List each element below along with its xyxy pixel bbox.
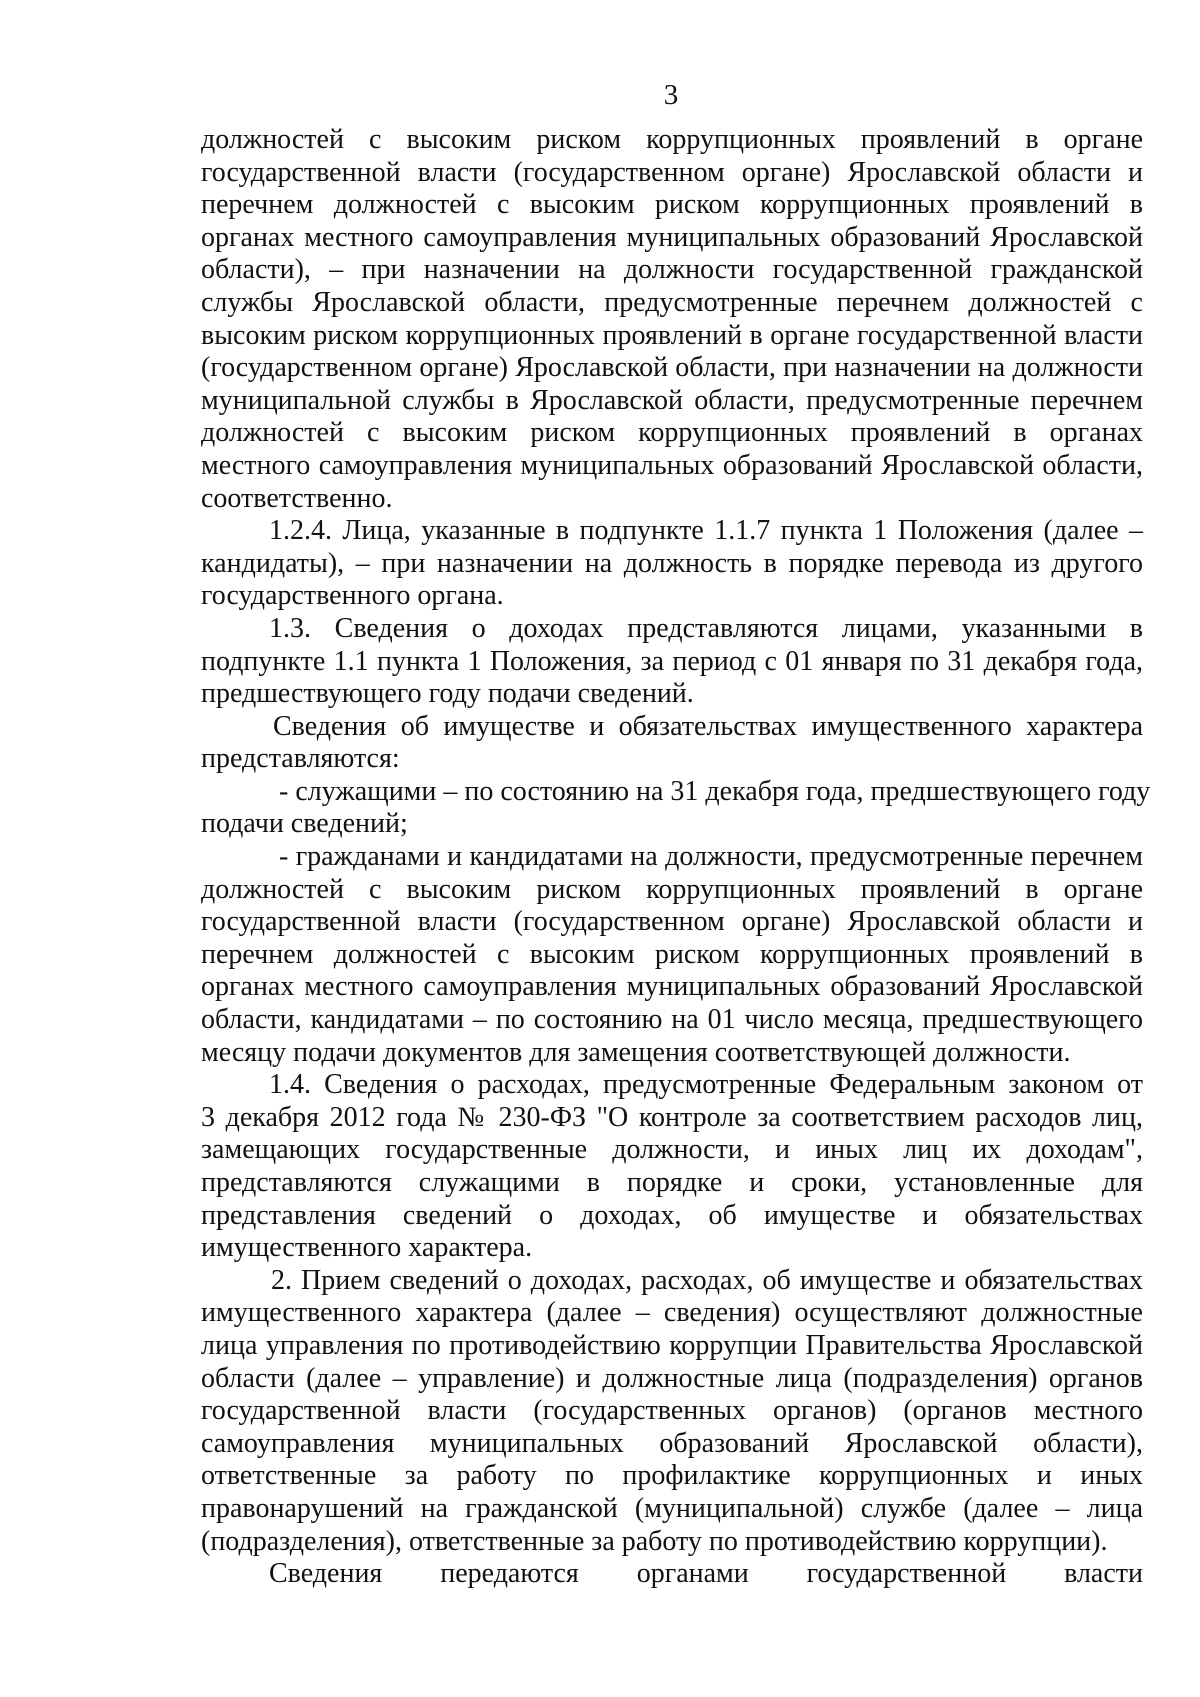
text-line: высоким риском коррупционных проявлений в органе государственной власти bbox=[201, 319, 1143, 351]
text-line: области, кандидатами – по состоянию на 01 число месяца, предшествующего bbox=[201, 1004, 1143, 1036]
text-line: должностей с высоким риском коррупционных проявлений в органе bbox=[201, 873, 1143, 905]
text-line: перечнем должностей с высоким риском коррупционных проявлений в bbox=[201, 189, 1143, 221]
text-line: лица управления по противодействию коррупции Правительства Ярославской bbox=[201, 1329, 1143, 1361]
text-line: представляются: bbox=[201, 743, 400, 775]
text-line: (подразделения), ответственные за работу по противодействию коррупции). bbox=[201, 1525, 1108, 1557]
text-line: службы Ярославской области, предусмотренные перечнем должностей с bbox=[201, 286, 1143, 318]
text-line: местного самоуправления муниципальных образований Ярославской области, bbox=[201, 449, 1143, 481]
text-line: области (далее – управление) и должностные лица (подразделения) органов bbox=[201, 1362, 1143, 1394]
text-line: 1.2.4. Лица, указанные в подпункте 1.1.7 пункта 1 Положения (далее – bbox=[269, 515, 1143, 547]
text-line: предшествующего году подачи сведений. bbox=[201, 678, 694, 710]
text-line: перечнем должностей с высоким риском коррупционных проявлений в bbox=[201, 938, 1143, 970]
text-line: подпункте 1.1 пункта 1 Положения, за период с 01 января по 31 декабря года, bbox=[201, 645, 1143, 677]
text-line: государственной власти (государственных органов) (органов местного bbox=[201, 1395, 1143, 1427]
text-line: области), – при назначении на должности государственной гражданской bbox=[201, 254, 1143, 286]
text-line: государственной власти (государственном органе) Ярославской области и bbox=[201, 906, 1143, 938]
text-line: государственного органа. bbox=[201, 580, 504, 612]
text-line: органах местного самоуправления муниципальных образований Ярославской bbox=[201, 971, 1143, 1003]
text-line: 2. Прием сведений о доходах, расходах, об имуществе и обязательствах bbox=[271, 1264, 1143, 1296]
text-line: должностей с высоким риском коррупционных проявлений в органах bbox=[201, 417, 1143, 449]
text-line: самоуправления муниципальных образований Ярославской области), bbox=[201, 1427, 1143, 1459]
text-line: замещающих государственные должности, и иных лиц их доходам", bbox=[201, 1134, 1143, 1166]
text-line: - служащими – по состоянию на 31 декабря года, предшествующего году bbox=[279, 775, 1151, 807]
text-line: 1.4. Сведения о расходах, предусмотренные Федеральным законом от bbox=[269, 1069, 1143, 1101]
text-line: имущественного характера (далее – сведения) осуществляют должностные bbox=[201, 1297, 1143, 1329]
text-line: 3 декабря 2012 года № 230-ФЗ "О контроле за соответствием расходов лиц, bbox=[201, 1101, 1143, 1133]
document-body bbox=[201, 124, 1151, 1591]
text-line: (государственном органе) Ярославской области, при назначении на должности bbox=[201, 352, 1143, 384]
text-line: соответственно. bbox=[201, 482, 393, 514]
page-number: 3 bbox=[663, 79, 679, 111]
text-line: представляются служащими в порядке и сроки, установленные для bbox=[201, 1167, 1143, 1198]
text-line: муниципальной службы в Ярославской области, предусмотренные перечнем bbox=[201, 384, 1143, 416]
text-line: Сведения передаются органами государственной власти bbox=[269, 1558, 1143, 1590]
text-line: ответственные за работу по профилактике коррупционных и иных bbox=[201, 1460, 1143, 1492]
text-line: должностей с высоким риском коррупционных проявлений в органе bbox=[201, 124, 1143, 155]
text-line: Сведения об имуществе и обязательствах имущественного характера bbox=[273, 710, 1143, 742]
text-line: месяцу подачи документов для замещения соответствующей должности. bbox=[201, 1036, 1071, 1068]
text-line: подачи сведений; bbox=[201, 808, 408, 840]
text-line: 1.3. Сведения о доходах представляются лицами, указанными в bbox=[269, 612, 1143, 644]
text-line: имущественного характера. bbox=[201, 1232, 533, 1264]
text-line: государственной власти (государственном органе) Ярославской области и bbox=[201, 156, 1143, 188]
text-line: - гражданами и кандидатами на должности, предусмотренные перечнем bbox=[279, 841, 1143, 873]
text-line: правонарушений на гражданской (муниципальной) службе (далее – лица bbox=[201, 1492, 1143, 1524]
text-line: кандидаты), – при назначении на должность в порядке перевода из другого bbox=[201, 547, 1143, 579]
text-line: представления сведений о доходах, об имуществе и обязательствах bbox=[201, 1199, 1143, 1231]
text-line: органах местного самоуправления муниципальных образований Ярославской bbox=[201, 221, 1143, 253]
